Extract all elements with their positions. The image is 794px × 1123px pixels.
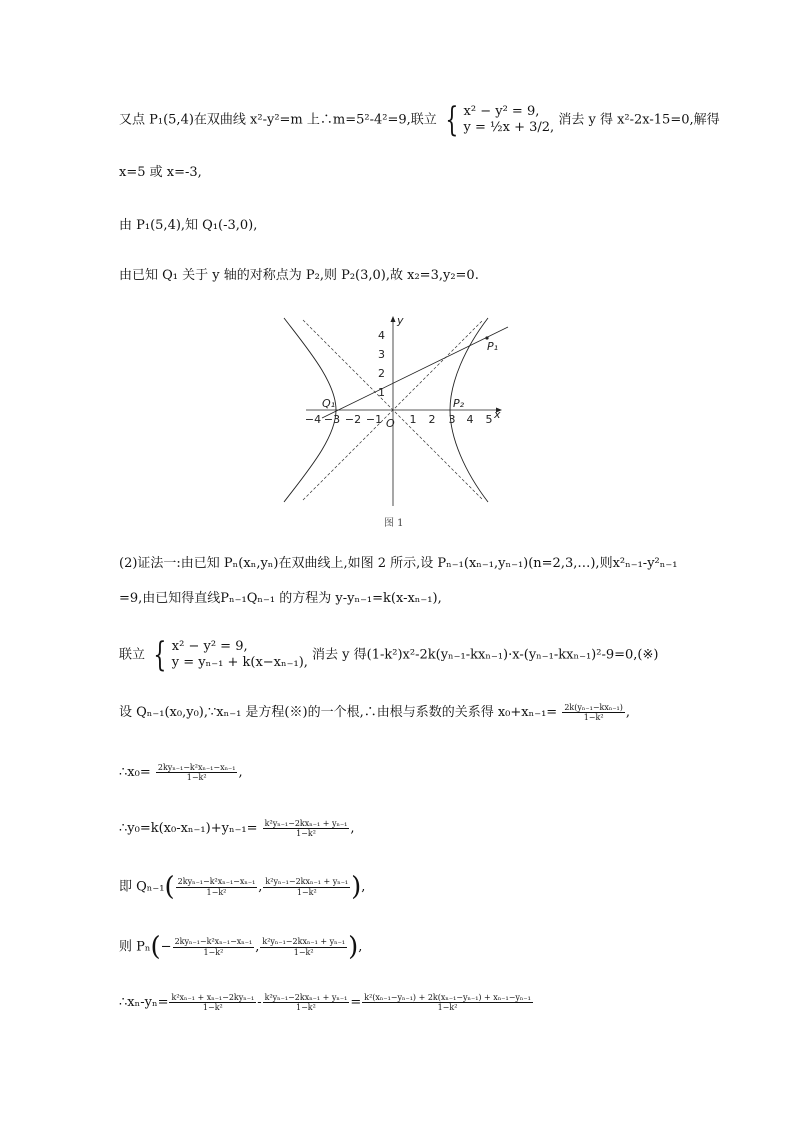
fraction [263, 877, 350, 896]
fraction [169, 993, 256, 1012]
y-tick-label: 3 [378, 348, 385, 361]
text-line-7 [119, 635, 659, 675]
line7-text-a: 联立 [119, 647, 146, 663]
system-of-equations-2 [149, 635, 308, 675]
x-tick-label: 5 [485, 413, 493, 426]
fraction [263, 993, 350, 1012]
line5-text: (2)证法一:由已知 Pₙ(xₙ,yₙ)在双曲线上,如图 2 所示,设 Pₙ₋₁(xₙ₋₁,yₙ₋₁)(n=2,3,…),则x²ₙ₋₁-y²ₙ₋₁ [119, 556, 678, 571]
label-Q1: Q₁ [322, 397, 336, 410]
text-line-4 [119, 269, 479, 282]
line11-text-a: 即 Qₙ₋₁ [119, 879, 165, 895]
text-line-6 [119, 592, 442, 605]
fraction [362, 993, 533, 1012]
fraction-denominator: 1−k² [203, 947, 224, 957]
fraction-numerator: k²xₙ₋₁ + xₙ₋₁−2kyₙ₋₁ [171, 993, 255, 1002]
line9-text-a: ∴x₀= [119, 765, 151, 781]
fraction-denominator: 1−k² [296, 829, 316, 839]
line12-text-b: , [358, 939, 363, 955]
fraction-numerator: k²yₙ₋₁−2kxₙ₋₁ + yₙ₋₁ [262, 937, 346, 947]
fraction [156, 763, 238, 782]
line10-text-a: ∴y₀=k(x₀-xₙ₋₁)+yₙ₋₁= [119, 821, 258, 837]
fraction-denominator: 1−k² [186, 773, 207, 783]
fraction-denominator: 1−k² [202, 1003, 223, 1013]
line13-text-a: ∴xₙ-yₙ= [119, 995, 169, 1011]
y-tick-label: 2 [378, 367, 385, 380]
line1-text-b: 消去 y 得 x²-2x-15=0,解得 [558, 112, 720, 128]
text-line-5 [119, 557, 677, 570]
line7-text-b: 消去 y 得(1-k²)x²-2k(yₙ₋₁-kxₙ₋₁)·x-(yₙ₋₁-kxₙ₋₁)²-9=0,(※) [312, 647, 659, 663]
fraction [260, 937, 347, 956]
x-tick-label: 4 [466, 413, 474, 426]
y-axis-label: y [397, 314, 404, 327]
text-line-1 [119, 100, 720, 140]
text-line-2 [119, 166, 202, 179]
text-line-13: ∴xₙ-yₙ= $\frac{\text{k²xₙ₋₁ + xₙ₋₁−2kyₙ₋₁}}{\text{1−k²}}$ - $\frac{\text{k²yₙ₋₁−2kxₙ₋₁ + yₙ₋₁}}{\text{1−k²}}$ = $\frac{\text{k²(xₙ₋₁−yₙ₋₁) + 2k(xₙ₋₁−yₙ₋₁) + xₙ₋₁−yₙ₋₁}}{\text{1−k²}}$ [119, 993, 531, 1013]
fraction-numerator: k²(xₙ₋₁−yₙ₋₁) + 2k(xₙ₋₁−yₙ₋₁) + xₙ₋₁−yₙ₋₁ [364, 993, 531, 1002]
fraction-denominator: 1−k² [583, 713, 604, 723]
brace-icon: { [153, 635, 167, 675]
text-line-8 [119, 703, 630, 722]
line1-text-a: 又点 P₁(5,4)在双曲线 x²-y²=m 上∴m=5²-4²=9,联立 [119, 112, 437, 128]
y-tick-label: 4 [378, 329, 385, 342]
fraction-numerator: 2kyₙ₋₁−k²xₙ₋₁−xₙ₋₁ [157, 763, 236, 772]
x-axis-label: x [494, 408, 501, 421]
fraction-numerator: k²yₙ₋₁−2kxₙ₋₁ + yₙ₋₁ [264, 819, 348, 828]
x-tick-label: −3 [323, 413, 341, 426]
line2-text: x=5 或 x=-3, [119, 165, 202, 180]
x-tick-label: 2 [428, 413, 436, 426]
fraction [263, 819, 350, 838]
line8-text-a: 设 Qₙ₋₁(x₀,y₀),∵xₙ₋₁ 是方程(※)的一个根,∴由根与系数的关系得 x₀+xₙ₋₁= [119, 705, 558, 721]
fraction-numerator: 2kyₙ₋₁−k²xₙ₋₁−xₙ₋₁ [174, 937, 253, 947]
line-Q1-P1 [322, 327, 508, 418]
fraction-denominator: 1−k² [206, 887, 227, 897]
origin-label: O [386, 417, 395, 430]
x-tick-label: 3 [448, 413, 456, 426]
text-line-11: 即 Qₙ₋₁( $\frac{\text{2kyₙ₋₁−k²xₙ₋₁−xₙ₋₁}}{\text{1−k²}}$ , $\frac{\text{k²yₙ₋₁−2kxₙ₋₁ + yₙ₋₁}}{\text{1−k²}}$ ), [119, 872, 366, 902]
fraction [562, 703, 625, 722]
fraction-denominator: 1−k² [296, 1003, 316, 1013]
label-P2: P₂ [453, 397, 465, 410]
text-line-3 [119, 219, 257, 232]
fraction-numerator: 2kyₙ₋₁−k²xₙ₋₁−xₙ₋₁ [177, 877, 256, 887]
line4-text: 由已知 Q₁ 关于 y 轴的对称点为 P₂,则 P₂(3,0),故 x₂=3,y₂=0. [119, 268, 479, 283]
x-tick-label: 1 [409, 413, 417, 426]
system-of-equations-1 [441, 100, 555, 140]
line8-text-b: , [625, 705, 631, 721]
x-tick-label: −2 [344, 413, 362, 426]
line12-text-a: 则 Pₙ [119, 939, 151, 955]
fraction [173, 937, 255, 956]
label-P1: P₁ [487, 340, 499, 353]
line9-text-b: , [238, 765, 243, 781]
brace-icon: { [445, 100, 459, 140]
x-tick-label: −1 [365, 413, 383, 426]
x-tick-label: −4 [304, 413, 322, 426]
line10-text-b: , [350, 821, 355, 837]
text-line-10 [119, 819, 355, 838]
text-line-12: 则 Pₙ(− $\frac{\text{2kyₙ₋₁−k²xₙ₋₁−xₙ₋₁}}{\text{1−k²}}$ , $\frac{\text{k²yₙ₋₁−2kxₙ₋₁ + yₙ₋₁}}{\text{1−k²}}$ ), [119, 932, 363, 962]
system2-row2: y = yₙ₋₁ + k(x−xₙ₋₁), [171, 655, 308, 670]
fraction-denominator: 1−k² [437, 1003, 458, 1013]
fraction-denominator: 1−k² [296, 887, 317, 897]
fraction-numerator: k²yₙ₋₁−2kxₙ₋₁ + yₙ₋₁ [265, 877, 349, 887]
system1-row1: x² − y² = 9, [463, 104, 540, 120]
line11-text-b: , [361, 879, 366, 895]
line6-text: =9,由已知得直线Pₙ₋₁Qₙ₋₁ 的方程为 y-yₙ₋₁=k(x-xₙ₋₁), [119, 591, 442, 606]
system1-row2: y = ½x + 3/2, [463, 120, 555, 135]
hyperbola-graph [280, 312, 520, 530]
text-line-9 [119, 763, 243, 782]
fraction-numerator: 2k(yₙ₋₁−kxₙ₋₁) [564, 703, 623, 712]
fraction [176, 877, 258, 896]
system2-row1: x² − y² = 9, [171, 639, 248, 655]
line3-text: 由 P₁(5,4),知 Q₁(-3,0), [119, 218, 258, 233]
figure-caption: 图 1 [384, 518, 404, 529]
hyperbola-figure [280, 312, 520, 530]
fraction-numerator: k²yₙ₋₁−2kxₙ₋₁ + yₙ₋₁ [264, 993, 348, 1002]
y-axis-arrow-icon [391, 316, 396, 322]
y-tick-label: 1 [378, 386, 385, 399]
fraction-denominator: 1−k² [293, 947, 314, 957]
